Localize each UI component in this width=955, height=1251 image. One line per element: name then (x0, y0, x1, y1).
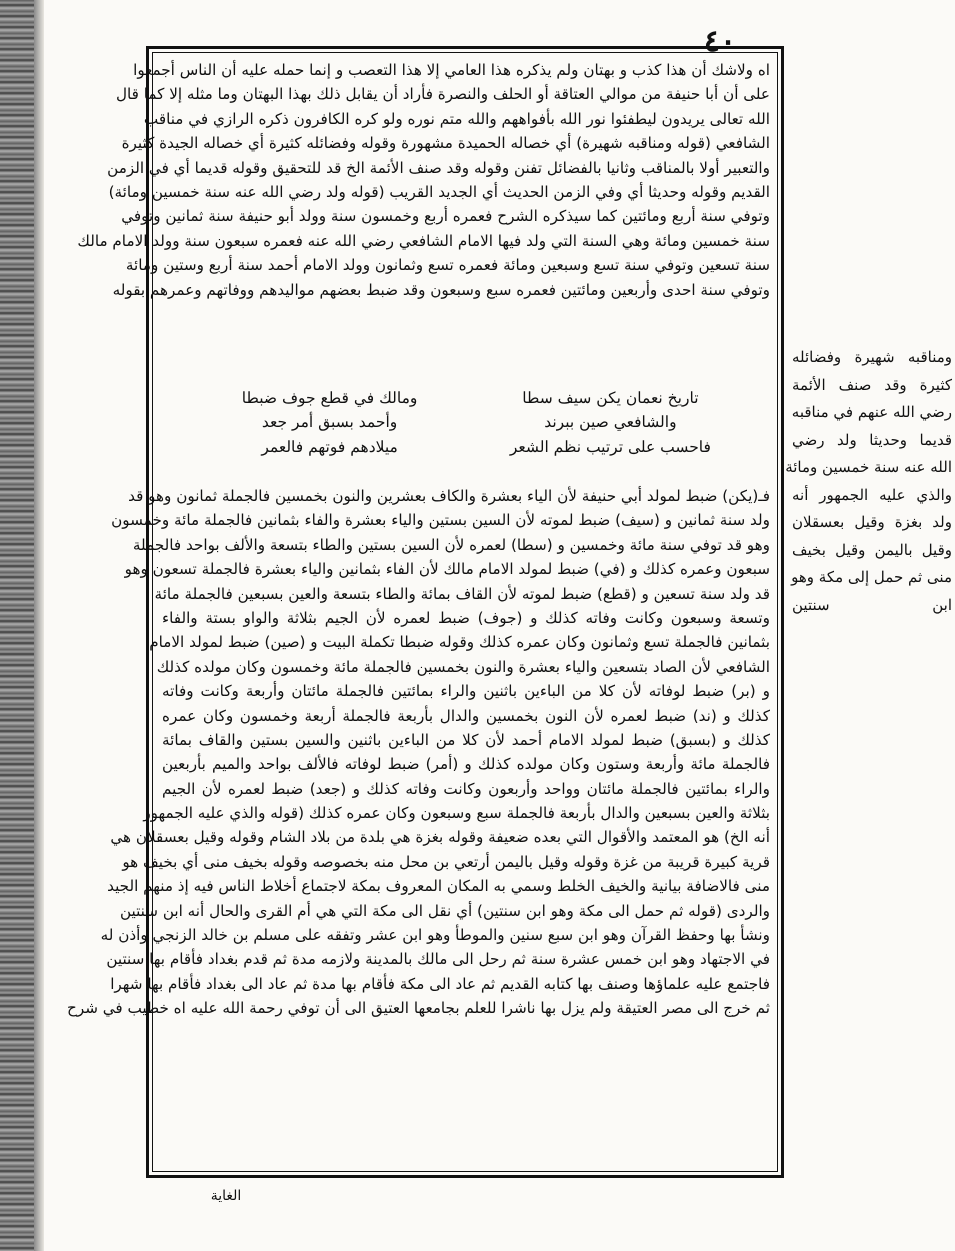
margin-line: كثيرة وقد صنف الأئمة (792, 375, 952, 394)
text-line: والردى (قوله ثم حمل الى مكة وهو ابن سنتين) أي نقل الى مكة التي هي أم القرى والحال أنه ابن سنتين (119, 901, 770, 920)
text-line: كذلك و (بسبق) ضبط لمولد الامام أحمد لأن كلا من الباءين باثنين والسين بستين والقاف بمائة (162, 730, 770, 749)
margin-matn-text (785, 344, 952, 619)
text-line: وهو قد توفي سنة مائة وخمسين و (سطا) لعمره لأن السين بستين والطاء بتسعة والألف بواحد فالجملة (132, 535, 770, 554)
text-line: بثلاثة والعين بسبعين والدال بأربعة فالجملة سبع وسبعون وكان عمره كذلك (قوله والذي عليه الجمهور (143, 804, 770, 823)
verse-first-hemistich: تاريخ نعمان يكن سيف سطا (522, 389, 699, 407)
book-spine-shadow (0, 0, 34, 1251)
poem-verses (200, 386, 740, 459)
text-line: كذلك و (ند) ضبط لعمره لأن النون بخمسين والدال بأربعة فالجملة أربعة وخمسون وكان عمره (162, 706, 770, 725)
catchword: الغاية (210, 1188, 242, 1204)
text-line: ثم خرج الى مصر العتيقة ولم يزل بها ناشرا للعلم بجامعها العتيق الى أن توفي رحمة الله عليه اه خطيب في شرح (67, 999, 770, 1018)
margin-line: وقيل باليمن وقيل بخيف (792, 540, 952, 559)
verse-first-hemistich: والشافعي صين ببرند (544, 413, 677, 432)
margin-line: ومناقبه شهيرة وفضائله (792, 348, 952, 366)
text-line: وتوفي سنة احدى وأربعين ومائتين فعمره سبع وسبعون وقد ضبط بعضهم مواليدهم ووفاتهم وعمرهم بقوله (112, 280, 770, 299)
margin-line: قديما وحديثا ولد رضي (792, 430, 952, 449)
poem-verse (200, 386, 740, 410)
text-line: فـ(يكن) ضبط لمولد أبي حنيفة لأن الياء بعشرة والكاف بعشرين والنون بخمسين فالجملة ثمانون وهو قد (128, 487, 770, 505)
text-line: و (بر) ضبط لوفاته لأن كلا من الباءين باثنين والراء بمائتين فالجملة مائتان وأربعة وكانت وفاته (162, 682, 770, 701)
text-line: بثمانين فالجملة تسع وثمانون وكان عمره كذلك وقوله ضبطا تكملة البيت و (صين) ضبط لمولد الامام (149, 633, 770, 652)
text-line: وتسعة وسبعون وكانت وفاته كذلك و (جوف) ضبط لعمره لأن الجيم بثلاثة والواو بستة والفاء (162, 608, 770, 627)
verse-second-hemistich: ومالك في قطع جوف ضبطا (241, 389, 418, 407)
text-line: والراء بمائتين فالجملة مائتان وواحد وأربعون وكانت وفاته كذلك و (جعد) ضبط لعمره لأن الجيم (162, 779, 770, 798)
verse-first-hemistich: فاحسب على ترتيب نظم الشعر (509, 437, 711, 456)
verse-second-hemistich: ميلادهم فوتهم فالعمر (261, 437, 398, 456)
margin-line: والذي عليه الجمهور أنه (792, 485, 952, 504)
poem-verse (200, 435, 740, 459)
text-line: سنة خمسين ومائة وهي السنة التي ولد فيها الامام الشافعي رضي الله عنه فعمره سبعون سنة وولد الامام مالك (77, 231, 770, 250)
text-line: قد ولد سنة تسعين و (قطع) ضبط لموته لأن القاف بمائة والطاء بتسعة والعين بسبعين فالجملة مائة (154, 584, 770, 603)
text-line: والتعبير أولا بالمناقب وثانيا بالفضائل تفنن وقوله وقد صنف الأئمة الخ قد للتحقيق وقوله قديما أي في الزمن (107, 158, 770, 177)
text-line: الشافعي لأن الصاد بتسعين والياء بعشرة والنون بخمسين فالجملة مائة وخمسون وكان مولده كذلك (156, 657, 770, 676)
poem-verse (200, 410, 740, 434)
text-line: في الاجتهاد وهو ابن خمس عشرة سنة ثم رحل الى مالك بالمدينة ولازمه مدة ثم قدم بغداد فأقام بها سنتين (106, 950, 770, 969)
text-line: منى فالاضافة بيانية والخيف الخلط وسمي به المكان المعروف بمكة لاجتماع أخلاط الناس فيه إذ منهم الجيد (107, 877, 770, 896)
margin-line: ولد بغزة وقيل بعسقلان (792, 513, 952, 531)
text-line: الشافعي (قوله ومناقبه شهيرة) أي خصاله الحميدة مشهورة وقوله وفضائله كثيرة أي خصاله الجيدة كثيرة (121, 134, 770, 153)
text-line: ونشأ بها وحفظ القرآن وهو ابن سبع سنين والموطأ وهو ابن عشر وتفقه على مسلم بن خالد الزنجي وأذن له (100, 926, 770, 945)
text-line: اه ولاشك أن هذا كذب و بهتان ولم يذكره هذا العامي إلا هذا التعصب و إنما حمله عليه أن الناس أجمعوا (133, 61, 770, 79)
text-line: سنة تسعين وتوفي سنة تسع وسبعين ومائة فعمره تسع وثمانون وولد الامام أحمد سنة أربع وستين ومائة (125, 256, 770, 275)
margin-line: منى ثم حمل إلى مكة وهو (791, 568, 952, 586)
text-line: على أن أبا حنيفة من موالي العتاقة أو الحلف والنصرة فأراد أن يقابل ذلك بهذا البهتان وما مثله إلا كما قال (116, 85, 770, 104)
text-line: فالجملة مائة وأربعة وستون وكان مولده كذلك و (أمر) ضبط لوفاته فالألف بواحد والميم بأربعين (162, 755, 770, 774)
page-number: ٤٠ (703, 24, 737, 59)
verse-second-hemistich: وأحمد بسبق أمر جعد (261, 413, 398, 432)
text-line: أنه الخ) هو المعتمد والأقوال التي بعده ضعيفة وقوله بغزة هي بلدة من بلاد الشام وقوله وقيل بعسقلان هي (110, 828, 770, 847)
text-line: وتوفي سنة أربع ومائتين كما سيذكره الشرح فعمره أربع وخمسون سنة وولد أبو حنيفة سنة ثمانين وتوفي (121, 207, 770, 226)
text-line: الله تعالى يريدون ليطفئوا نور الله بأفواههم والله متم نوره ولو كره الكافرون ذكره الرازي في مناقب (143, 109, 770, 128)
commentary-text-bottom (67, 484, 770, 1021)
text-line: قرية كبيرة قريبة من غزة وقوله وقيل باليمن أرتعي بن محل منه بخصوصه وقوله بخيف منى أي بخيف هو (122, 852, 770, 871)
text-line: القديم وقوله وحديثا أي وفي الزمن الحديث أي الجديد القريب (قوله ولد رضي الله عنه سنة خمسين ومائة) (108, 182, 770, 201)
text-line: سبعون وعمره كذلك و (في) ضبط لمولد الامام مالك لأن الفاء بثمانين والياء بعشرة فالجملة تسعون وهو (124, 560, 770, 579)
text-line: فاجتمع عليه علماؤها وصنف بها كتابه القديم ثم عاد الى مكة فأقام بها مدة ثم عاد الى بغداد فأقام بها شهرا (110, 974, 770, 993)
margin-line: الله عنه سنة خمسين ومائة (785, 458, 952, 476)
commentary-text-top (77, 58, 770, 302)
margin-line: ابن سنتين (792, 595, 952, 614)
text-line: ولد سنة ثمانين و (سيف) ضبط لموته لأن السين بستين والياء بعشرة والفاء بثمانين فالجملة مائة وخمسون (111, 511, 770, 530)
margin-line: رضي الله عنهم في مناقبه (791, 403, 952, 421)
book-gutter (34, 0, 44, 1251)
